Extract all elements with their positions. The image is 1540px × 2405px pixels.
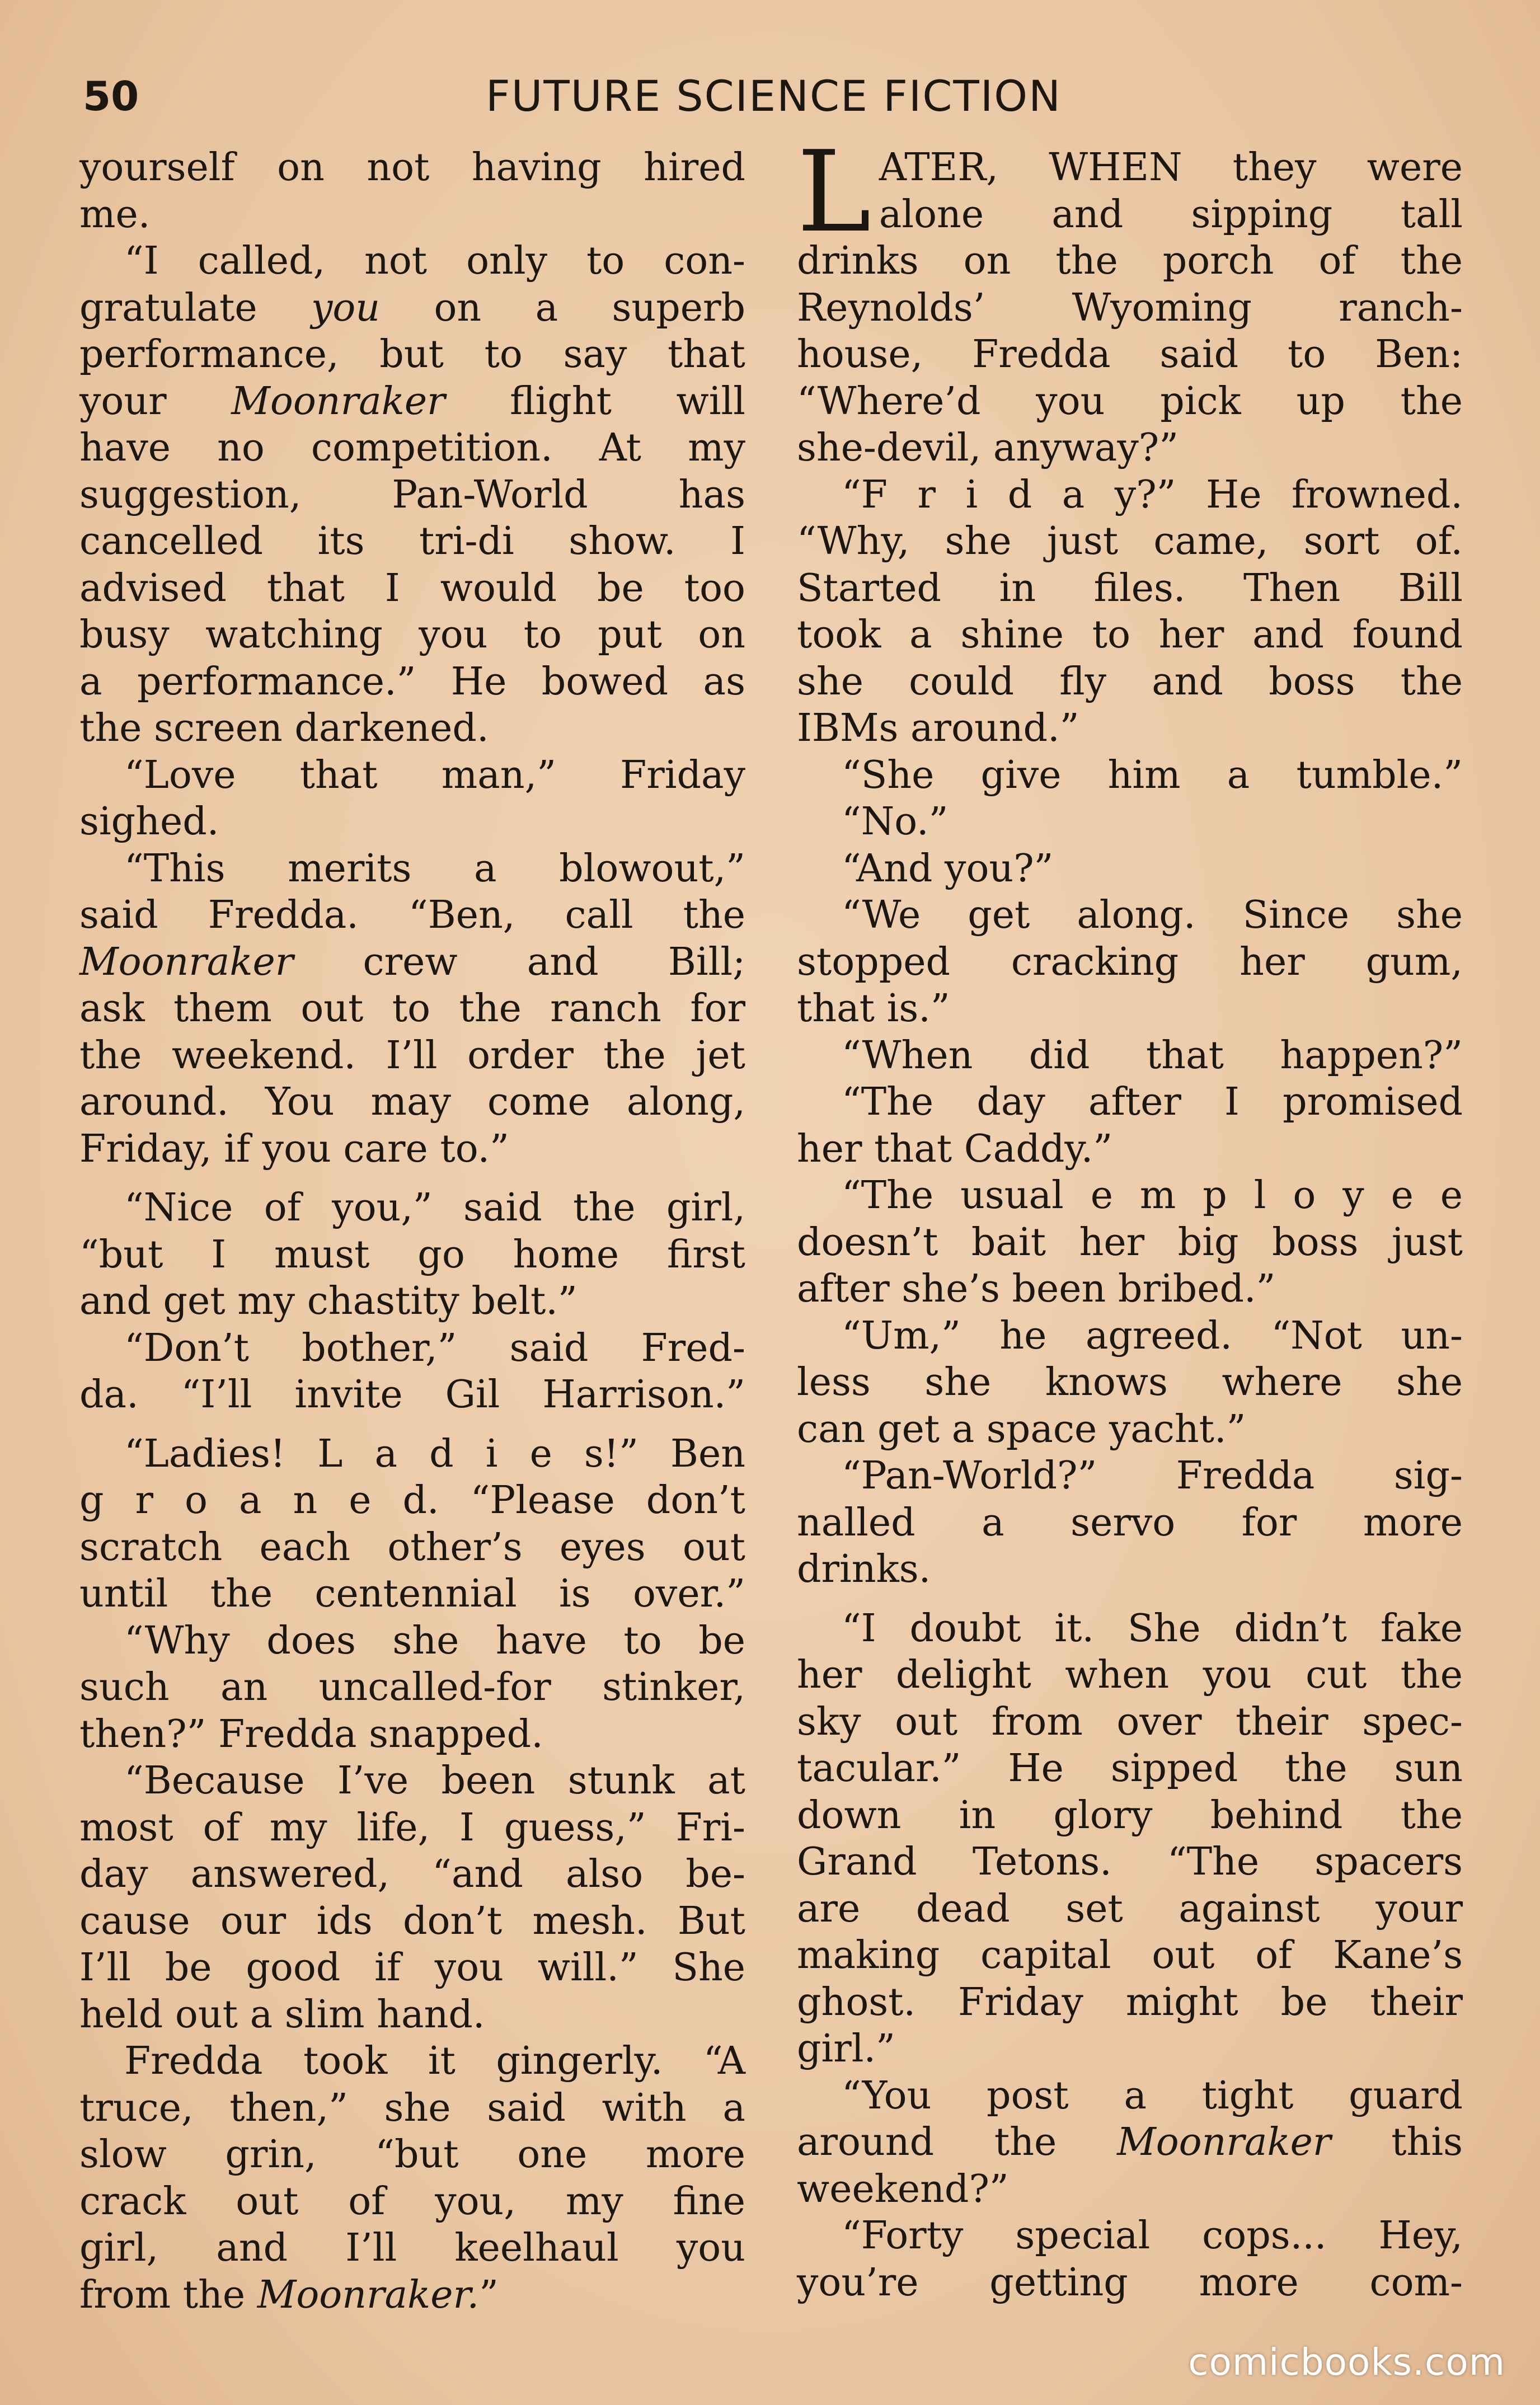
text-line: Grand Tetons. “The spacers	[797, 1840, 1463, 1884]
text-line: “Pan-World?” Fredda sig-	[842, 1454, 1463, 1498]
text-line: “Um,” he agreed. “Not un-	[842, 1313, 1463, 1358]
text-line: “Where’d you pick up the	[797, 379, 1463, 424]
text-line: her that Caddy.”	[797, 1126, 1113, 1171]
text-line: the weekend. I’ll order the jet	[79, 1033, 745, 1078]
text-line: “I called, not only to con-	[124, 239, 745, 283]
text-line: “We get along. Since she	[842, 893, 1463, 937]
text-line: doesn’t bait her big boss just	[797, 1220, 1463, 1265]
text-line: “Nice of you,” said the girl,	[124, 1186, 745, 1230]
text-line: from the Moonraker.”	[79, 2272, 499, 2317]
text-line: a performance.” He bowed as	[79, 659, 745, 704]
text-line: nalled a servo for more	[797, 1500, 1463, 1545]
text-line: “I doubt it. She didn’t fake	[842, 1606, 1463, 1651]
text-line: “Forty special cops... Hey,	[842, 2214, 1463, 2258]
text-line: “F r i d a y?” He frowned.	[842, 472, 1463, 517]
text-line: “No.”	[842, 800, 949, 844]
text-line: “When did that happen?”	[842, 1033, 1463, 1078]
text-line: less she knows where she	[797, 1360, 1463, 1405]
text-line: “The usual e m p l o y e e	[842, 1173, 1463, 1218]
text-line: Reynolds’ Wyoming ranch-	[797, 285, 1463, 330]
text-line: girl.”	[797, 2027, 895, 2071]
text-line: “This merits a blowout,”	[124, 846, 745, 891]
text-line: Fredda took it gingerly. “A	[124, 2039, 745, 2083]
text-line: “Love that man,” Friday	[124, 753, 745, 797]
text-line: “The day after I promised	[842, 1080, 1463, 1124]
text-line: IBMs around.”	[797, 706, 1079, 750]
text-line: “Because I’ve been stunk at	[124, 1759, 745, 1803]
text-line: that is.”	[797, 987, 950, 1031]
text-line: yourself on not having hired	[79, 145, 745, 190]
text-line: “but I must go home first	[79, 1232, 745, 1277]
text-line: g r o a n e d. “Please don’t	[79, 1478, 745, 1523]
left-text-column	[79, 144, 745, 2318]
text-line: stopped cracking her gum,	[797, 940, 1463, 984]
text-line: took a shine to her and found	[797, 613, 1463, 657]
text-line: sighed.	[79, 800, 219, 844]
text-line: cancelled its tri-di show. I	[79, 519, 745, 563]
text-line: after she’s been bribed.”	[797, 1267, 1276, 1311]
text-line: can get a space yacht.”	[797, 1407, 1246, 1452]
text-line: your Moonraker flight will	[79, 379, 745, 424]
text-line: gratulate you on a superb	[79, 285, 745, 330]
text-line: advised that I would be too	[79, 566, 745, 610]
watermark: comicbooks.com	[1188, 2341, 1505, 2384]
text-line: around. You may come along,	[79, 1080, 745, 1124]
text-line: slow grin, “but one more	[79, 2132, 745, 2177]
right-text-column	[797, 127, 1463, 2306]
text-line: Friday, if you care to.”	[79, 1126, 509, 1171]
text-line: performance, but to say that	[79, 332, 745, 377]
text-line: tacular.” He sipped the sun	[797, 1746, 1463, 1791]
text-line: “And you?”	[842, 846, 1054, 891]
text-line: ghost. Friday might be their	[797, 1980, 1463, 2024]
text-line: are dead set against your	[797, 1886, 1463, 1931]
text-line: scratch each other’s eyes out	[79, 1525, 745, 1570]
text-line: I’ll be good if you will.” She	[79, 1946, 745, 1990]
text-line: have no competition. At my	[79, 426, 745, 470]
text-line: you’re getting more com-	[797, 2260, 1463, 2305]
text-line: da. “I’ll invite Gil Harrison.”	[79, 1373, 745, 1417]
text-line: LATER, WHEN they were	[797, 127, 1463, 257]
text-line: down in glory behind the	[797, 1793, 1463, 1838]
page-number: 50	[83, 73, 139, 120]
text-line: truce, then,” she said with a	[79, 2085, 745, 2130]
running-head: FUTURE SCIENCE FICTION	[486, 71, 1062, 121]
text-line: until the centennial is over.”	[79, 1572, 745, 1616]
text-line: cause our ids don’t mesh. But	[79, 1899, 745, 1943]
text-line: alone and sipping tall	[879, 192, 1463, 237]
text-line: sky out from over their spec-	[797, 1699, 1463, 1744]
text-line: “You post a tight guard	[842, 2073, 1463, 2118]
text-line: “She give him a tumble.”	[842, 753, 1463, 797]
text-line: weekend?”	[797, 2167, 1009, 2211]
text-line: most of my life, I guess,” Fri-	[79, 1805, 745, 1850]
text-line: “Why does she have to be	[124, 1618, 745, 1663]
text-line: held out a slim hand.	[79, 1992, 485, 2037]
text-line: she could fly and boss the	[797, 659, 1463, 704]
text-line: me.	[79, 192, 151, 237]
text-line: she-devil, anyway?”	[797, 426, 1179, 470]
text-line: crack out of you, my fine	[79, 2179, 745, 2224]
text-line: “Ladies! L a d i e s!” Ben	[124, 1431, 745, 1476]
text-line: said Fredda. “Ben, call the	[79, 893, 745, 937]
text-line: suggestion, Pan-World has	[79, 472, 745, 517]
text-line: making capital out of Kane’s	[797, 1933, 1463, 1977]
text-line: busy watching you to put on	[79, 613, 745, 657]
text-line: “Why, she just came, sort of.	[797, 519, 1463, 563]
page-header	[83, 68, 1459, 130]
text-line: drinks.	[797, 1547, 931, 1591]
drop-cap: L	[797, 127, 871, 257]
text-line: Started in files. Then Bill	[797, 566, 1463, 610]
text-line: “Don’t bother,” said Fred-	[124, 1326, 745, 1370]
text-line: day answered, “and also be-	[79, 1852, 745, 1896]
text-line: and get my chastity belt.”	[79, 1279, 578, 1323]
text-line: the screen darkened.	[79, 706, 489, 750]
text-line: such an uncalled-for stinker,	[79, 1665, 745, 1709]
text-line: Moonraker crew and Bill;	[79, 940, 745, 984]
text-line: drinks on the porch of the	[797, 239, 1463, 283]
text-line: house, Fredda said to Ben:	[797, 332, 1463, 377]
text-line: around the Moonraker this	[797, 2120, 1463, 2164]
text-line: her delight when you cut the	[797, 1653, 1463, 1697]
text-line: ask them out to the ranch for	[79, 987, 745, 1031]
text-line: girl, and I’ll keelhaul you	[79, 2226, 745, 2270]
text-line: then?” Fredda snapped.	[79, 1712, 543, 1756]
